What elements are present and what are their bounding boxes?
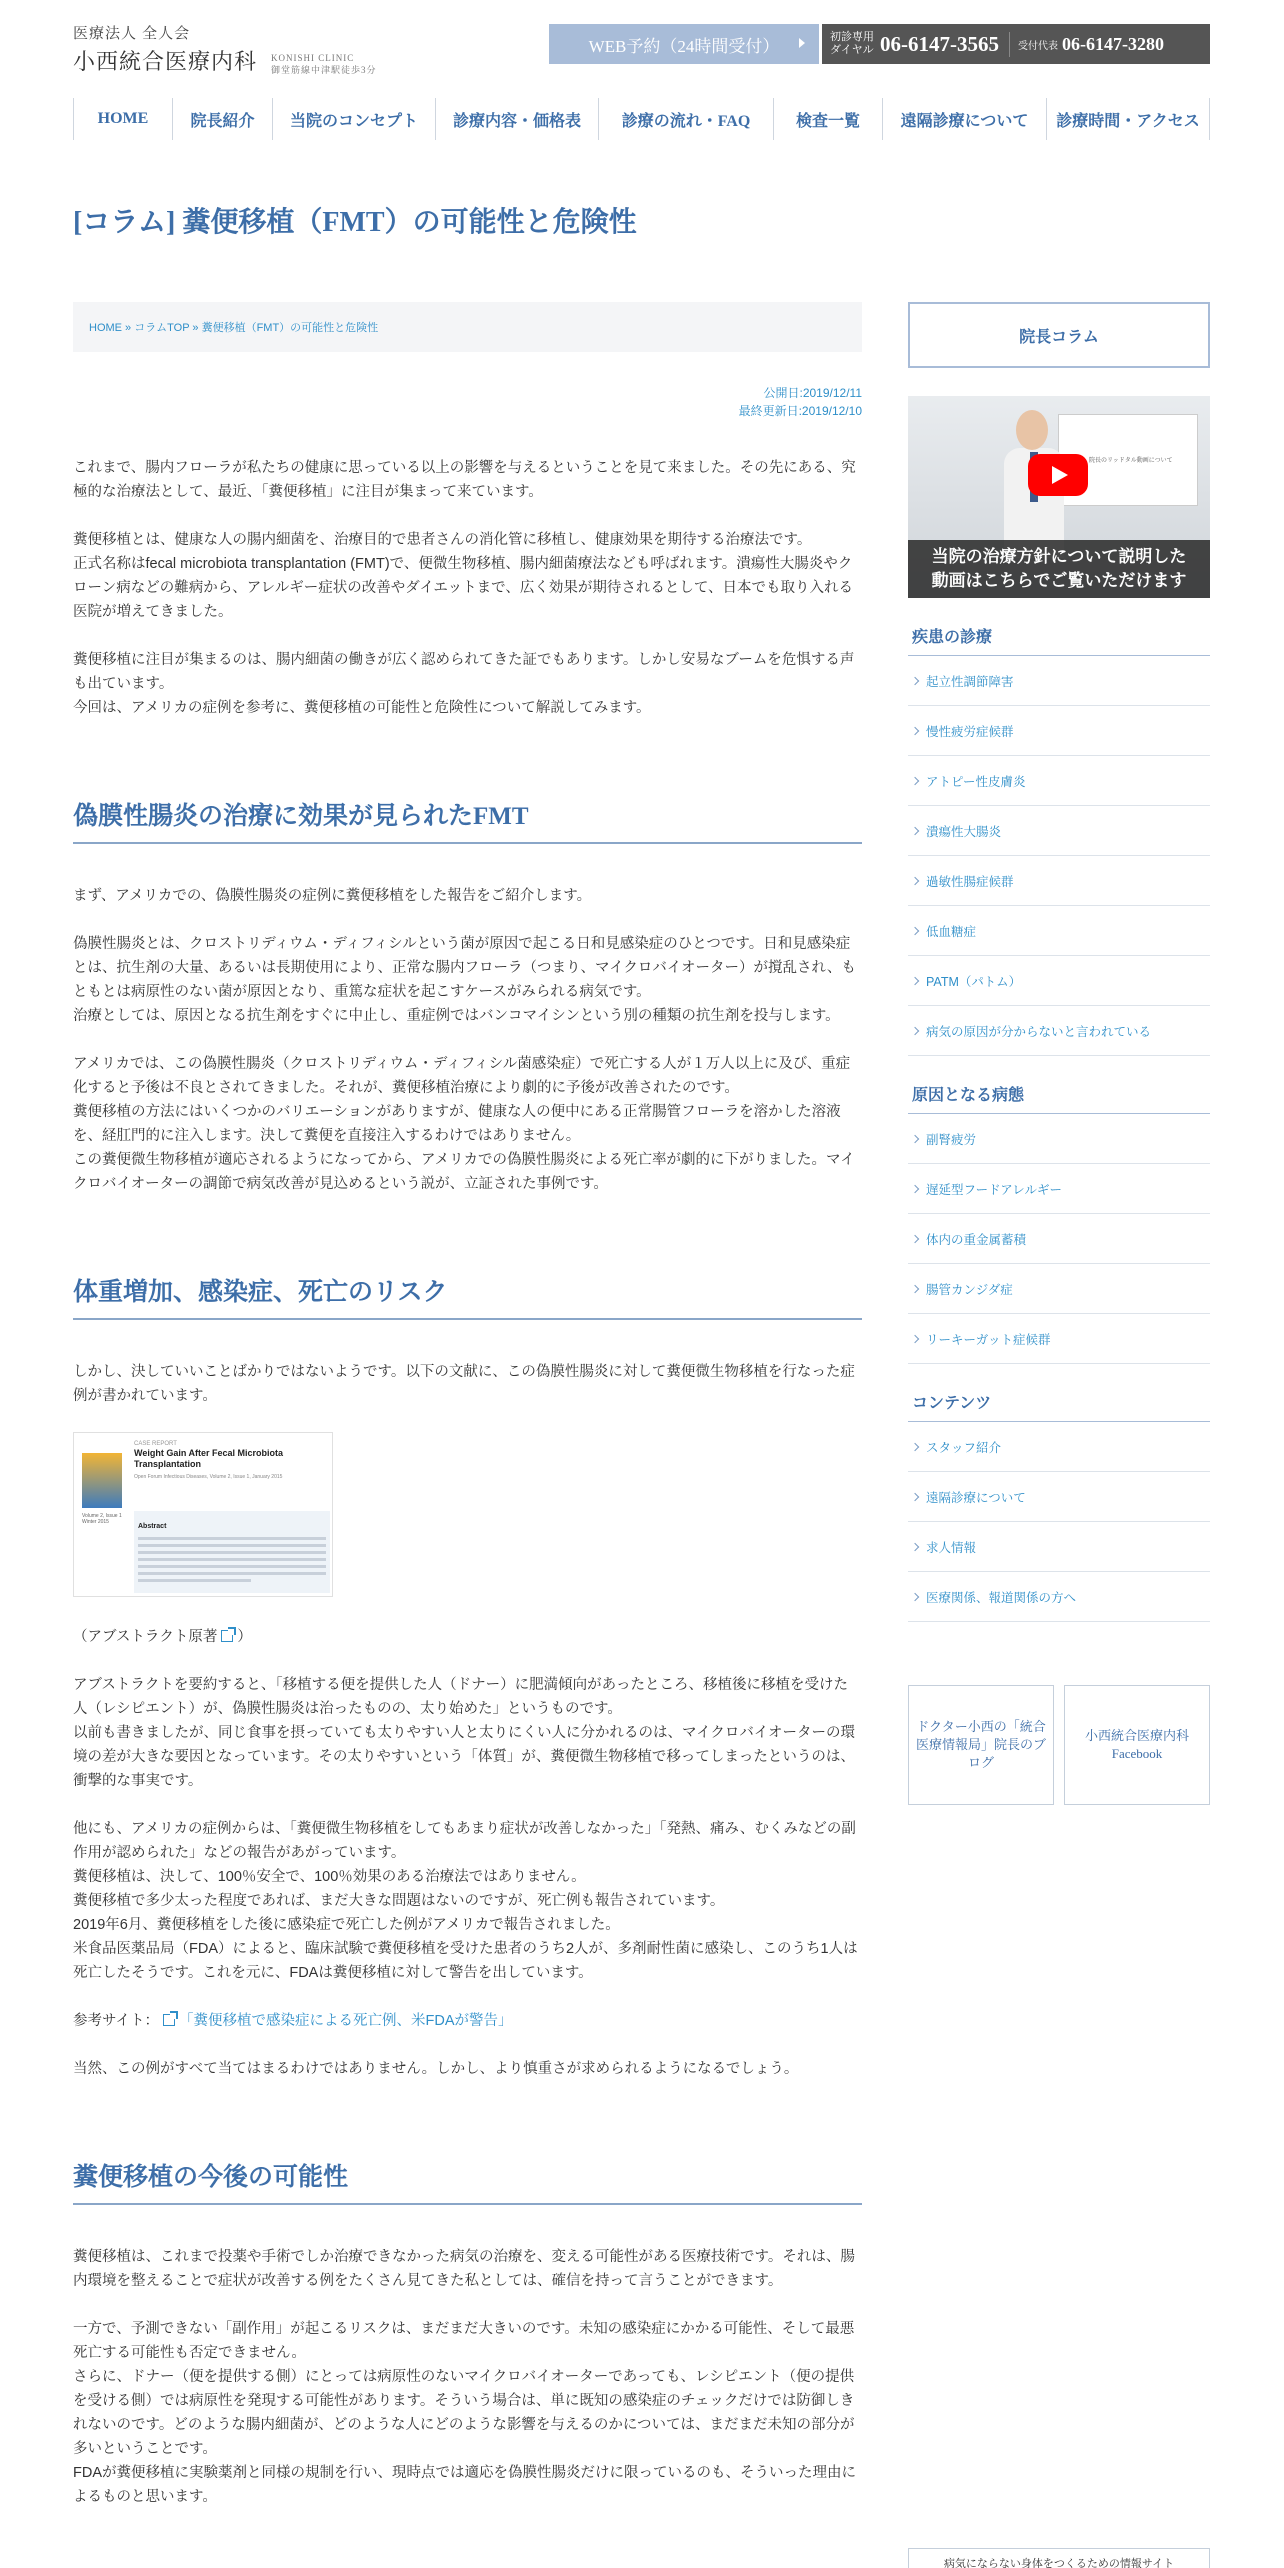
section1-paragraph: 糞便移植の方法にはいくつかのバリエーションがありますが、健康な人の便中にある正常腸管フローラを溶かした溶液を、経肛門的に注入します。決して糞便を直接注入するわけではありません。: [73, 1104, 841, 1144]
chevron-right-icon: [911, 776, 919, 784]
diseases-item[interactable]: [908, 906, 1210, 956]
intro-paragraph: これまで、腸内フローラが私たちの健康に思っている以上の影響を与えるということを見て来ました。その先にある、究極的な治療法として、最近、「糞便移植」に注目が集まって来ています。: [73, 460, 856, 500]
abstract-thumbnail: CASE REPORT Volume 2, Issue 1 Winter 2015 Weight Gain After Fecal Microbiota Transplantation Open Forum Infectious Diseases, Volume 2, Issue 1, January 2015 Abstract: [73, 1432, 333, 1597]
diseases-heading: 疾患の診療: [908, 624, 1210, 656]
arrow-right-icon: [799, 38, 805, 48]
external-link-icon[interactable]: [221, 1630, 233, 1642]
section2-paragraph: しかし、決していいことばかりではないようです。以下の文献に、この偽膜性腸炎に対して糞便微生物移植を行なった症例が書かれています。: [73, 1364, 855, 1404]
diseases-label: 低血糖症: [926, 924, 977, 939]
site-header: [0, 0, 1284, 80]
section2-paragraph: 米食品医薬品局（FDA）によると、臨床試験で糞便移植を受けた患者のうち2人が、多剤耐性菌に感染し、このうち1人は死亡したそうです。これを元に、FDAは糞便移植に対して警告を出しています。: [73, 1941, 858, 1981]
nav-concept[interactable]: 当院のコンセプト: [273, 98, 436, 140]
contents-label: 医療関係、報道関係の方へ: [926, 1590, 1077, 1605]
web-reservation-button[interactable]: WEB予約（24時間受付）: [549, 24, 819, 64]
section1-paragraph: 治療としては、原因となる抗生剤をすぐに中止し、重症例ではバンコマイシンという別の種類の抗生剤を投与します。: [73, 1008, 840, 1024]
nav-director[interactable]: 院長紹介: [173, 98, 273, 140]
contents-item[interactable]: [908, 1572, 1210, 1622]
journal-cover: [82, 1453, 122, 1508]
logo-english: KONISHI CLINIC 御堂筋線中津駅徒歩3分: [271, 53, 377, 75]
abstract-caption: （アブストラクト原著 ）: [73, 1629, 252, 1645]
causes-list: [908, 1114, 1210, 1364]
director-column-button[interactable]: 院長コラム: [908, 302, 1210, 368]
nav-tests[interactable]: 検査一覧: [774, 98, 883, 140]
contents-label: 遠隔診療について: [926, 1490, 1026, 1505]
section-heading-future: 糞便移植の今後の可能性: [73, 2157, 862, 2205]
section2-paragraph: 以前も書きましたが、同じ食事を摂っていても太りやすい人と太りにくい人に分かれるのは、マイクロバイオーターの環境の差が大きな要因となっています。その太りやすいという「体質」が、糞便微生物移植で移ってしまったというのは、衝撃的な事実です。: [73, 1725, 855, 1789]
reference-link[interactable]: 「糞便移植で感染症による死亡例、米FDAが警告」: [179, 2013, 513, 2029]
diseases-label: アトピー性皮膚炎: [926, 774, 1026, 789]
section2-paragraph: アブストラクトを要約すると、「移植する便を提供した人（ドナー）に肥満傾向があったところ、移植後に移植を受けた人（レシピエント）が、偽膜性腸炎は治ったものの、太り始めた」というものです。: [73, 1677, 849, 1717]
section-heading-risks: 体重増加、感染症、死亡のリスク: [73, 1272, 862, 1320]
blog-banner[interactable]: ドクター小西の「統合医療情報局」院長のブログ: [908, 1685, 1054, 1805]
contents-label: スタッフ紹介: [926, 1440, 1002, 1455]
chevron-right-icon: [911, 1334, 919, 1342]
intro-paragraph: 糞便移植とは、健康な人の腸内細菌を、治療目的で患者さんの消化管に移植し、健康効果を期待する治療法です。: [73, 532, 812, 548]
causes-item[interactable]: [908, 1314, 1210, 1364]
chevron-right-icon: [911, 1026, 919, 1034]
chevron-right-icon: [911, 1592, 919, 1600]
section1-paragraph: まず、アメリカでの、偽膜性腸炎の症例に糞便移植をした報告をご紹介します。: [73, 888, 592, 904]
contents-label: 求人情報: [926, 1540, 977, 1555]
chevron-right-icon: [911, 676, 919, 684]
play-icon[interactable]: [1028, 454, 1088, 496]
info-site-banner[interactable]: 病気にならない身体をつくるための情報サイト: [908, 2548, 1210, 2568]
causes-item[interactable]: [908, 1264, 1210, 1314]
causes-label: リーキーガット症候群: [926, 1332, 1051, 1347]
chevron-right-icon: [911, 1134, 919, 1142]
diseases-label: 潰瘍性大腸炎: [926, 824, 1002, 839]
external-link-icon[interactable]: [163, 2014, 175, 2026]
diseases-item[interactable]: [908, 1006, 1210, 1056]
chevron-right-icon: [911, 726, 919, 734]
diseases-item[interactable]: [908, 706, 1210, 756]
diseases-label: 病気の原因が分からないと言われている: [926, 1024, 1152, 1039]
section2-paragraph: 2019年6月、糞便移植をした後に感染症で死亡した例がアメリカで報告されました。: [73, 1917, 620, 1933]
section2-paragraph: 当然、この例がすべて当てはまるわけではありません。しかし、より慎重さが求められるようになるでしょう。: [73, 2061, 799, 2077]
contents-item[interactable]: [908, 1422, 1210, 1472]
video-caption: 当院の治療方針について説明した 動画はこちらでご覧いただけます: [908, 540, 1210, 598]
nav-hours-access[interactable]: 診療時間・アクセス: [1047, 98, 1210, 140]
youtube-video[interactable]: [908, 396, 1210, 598]
article-dates: [73, 384, 862, 420]
diseases-item[interactable]: [908, 656, 1210, 706]
section1-paragraph: この糞便微生物移植が適応されるようになってから、アメリカでの偽膜性腸炎による死亡率が劇的に下がりました。マイクロバイオーターの調節で病気改善が見込めるという説が、立証された事例です。: [73, 1152, 855, 1192]
updated-date: 最終更新日:2019/12/10: [738, 404, 862, 418]
chevron-right-icon: [911, 1234, 919, 1242]
facebook-banner[interactable]: 小西統合医療内科 Facebook: [1064, 1685, 1210, 1805]
section-heading-fmt-effect: 偽膜性腸炎の治療に効果が見られたFMT: [73, 796, 862, 844]
diseases-label: 過敏性腸症候群: [926, 874, 1014, 889]
contents-item[interactable]: [908, 1522, 1210, 1572]
causes-item[interactable]: [908, 1114, 1210, 1164]
section2-paragraph: 糞便移植で多少太った程度であれば、まだ大きな問題はないのですが、死亡例も報告されています。: [73, 1893, 725, 1909]
section3-paragraph: さらに、ドナー（便を提供する側）にとっては病原性のないマイクロバイオーターであっても、レシピエント（便の提供を受ける側）では病原性を発現する可能性があります。そういう場合は、単に既知の感染症のチェックだけでは防御しきれないのです。どのような腸内細菌が、どのような人にどのような影響を与えるのかについては、まだまだ未知の部分が多いということです。: [73, 2369, 855, 2457]
diseases-label: 起立性調節障害: [926, 674, 1014, 689]
first-visit-phone[interactable]: 06-6147-3565: [880, 32, 1010, 57]
first-visit-label: 初診専用 ダイヤル: [830, 31, 874, 56]
intro-paragraph: 糞便移植に注目が集まるのは、腸内細菌の働きが広く認められてきた証でもあります。しかし安易なブームを危惧する声も出ています。: [73, 652, 855, 692]
chevron-right-icon: [911, 1492, 919, 1500]
nav-flow-faq[interactable]: 診療の流れ・FAQ: [599, 98, 774, 140]
diseases-item[interactable]: [908, 956, 1210, 1006]
published-date: 公開日:2019/12/11: [763, 386, 862, 400]
global-nav: [73, 98, 1210, 140]
contents-heading: コンテンツ: [908, 1390, 1210, 1422]
phone-box[interactable]: [822, 24, 1210, 64]
chevron-right-icon: [911, 1184, 919, 1192]
contents-item[interactable]: [908, 1472, 1210, 1522]
chevron-right-icon: [911, 1442, 919, 1450]
causes-heading: 原因となる病態: [908, 1082, 1210, 1114]
causes-label: 副腎疲労: [926, 1132, 977, 1147]
nav-telemedicine[interactable]: 遠隔診療について: [883, 98, 1047, 140]
nav-home[interactable]: HOME: [74, 98, 173, 140]
chevron-right-icon: [911, 926, 919, 934]
section3-paragraph: FDAが糞便移植に実験薬剤と同様の規制を行い、現時点では適応を偽膜性腸炎だけに限っているのも、そういった理由によるものと思います。: [73, 2465, 856, 2505]
reference-line: 参考サイト： 「糞便移植で感染症による死亡例、米FDAが警告」: [73, 2013, 513, 2029]
article: [73, 302, 862, 2509]
section2-paragraph: 糞便移植は、決して、100％安全で、100％効果のある治療法ではありません。: [73, 1869, 586, 1885]
section1-paragraph: アメリカでは、この偽膜性腸炎（クロストリディウム・ディフィシル菌感染症）で死亡する人が１万人以上に及び、重症化すると予後は不良とされてきました。それが、糞便移植治療により劇的に予後が改善されたのです。: [73, 1056, 851, 1096]
nav-treatment-price[interactable]: 診療内容・価格表: [436, 98, 599, 140]
intro-paragraph: 正式名称はfecal microbiota transplantation (FMT)で、便微生物移植、腸内細菌療法なども呼ばれます。潰瘍性大腸炎やクローン病などの難病から、アレルギー症状の改善やダイエットまで、広く効果が期待されるとして、日本でも取り入れる医院が増えてきました。: [73, 556, 854, 620]
section3-paragraph: 糞便移植は、これまで投薬や手術でしか治療できなかった病気の治療を、変える可能性がある医療技術です。それは、腸内環境を整えることで症状が改善する例をたくさん見てきた私としては、確信を持って言うことができます。: [73, 2249, 855, 2289]
logo-title: 小西統合医療内科: [73, 49, 258, 74]
chevron-right-icon: [911, 1542, 919, 1550]
sidebar: [908, 302, 1210, 1805]
causes-label: 遅延型フードアレルギー: [926, 1182, 1062, 1197]
causes-item[interactable]: [908, 1164, 1210, 1214]
clinic-logo[interactable]: [73, 22, 377, 76]
diseases-item[interactable]: [908, 756, 1210, 806]
causes-label: 体内の重金属蓄積: [926, 1232, 1027, 1247]
section2-paragraph: 他にも、アメリカの症例からは、「糞便微生物移植をしてもあまり症状が改善しなかった」「発熱、痛み、むくみなどの副作用が認められた」などの報告があがっています。: [73, 1821, 856, 1861]
page-title: [コラム] 糞便移植（FMT）の可能性と危険性: [73, 207, 637, 238]
chevron-right-icon: [911, 976, 919, 984]
chevron-right-icon: [911, 876, 919, 884]
logo-subtitle: 医療法人 全人会: [73, 25, 191, 42]
causes-item[interactable]: [908, 1214, 1210, 1264]
representative-phone[interactable]: 06-6147-3280: [1062, 33, 1164, 54]
chevron-right-icon: [911, 1284, 919, 1292]
diseases-item[interactable]: [908, 806, 1210, 856]
contents-list: [908, 1422, 1210, 1622]
intro-paragraph: 今回は、アメリカの症例を参考に、糞便移植の可能性と危険性について解説してみます。: [73, 700, 651, 716]
section3-paragraph: 一方で、予測できない「副作用」が起こるリスクは、まだまだ大きいのです。未知の感染症にかかる可能性、そして最悪死亡する可能性も否定できません。: [73, 2321, 855, 2361]
video-whiteboard: 院長のリッドタル動画について: [1058, 414, 1198, 506]
section1-paragraph: 偽膜性腸炎とは、クロストリディウム・ディフィシルという菌が原因で起こる日和見感染症のひとつです。日和見感染症とは、抗生剤の大量、あるいは長期使用により、正常な腸内フローラ（つまり、マイクロバイオーター）が撹乱され、もともとは病原性のない菌が原因となり、重篤な症状を起こすケースがみられる病気です。: [73, 936, 856, 1000]
causes-label: 腸管カンジダ症: [926, 1282, 1013, 1297]
diseases-label: PATM（パトム）: [926, 974, 1022, 989]
diseases-item[interactable]: [908, 856, 1210, 906]
chevron-right-icon: [911, 826, 919, 834]
diseases-label: 慢性疲労症候群: [926, 724, 1014, 739]
breadcrumb[interactable]: HOME » コラムTOP » 糞便移植（FMT）の可能性と危険性: [73, 302, 862, 352]
diseases-list: [908, 656, 1210, 1056]
representative-label: 受付代表: [1018, 40, 1058, 52]
